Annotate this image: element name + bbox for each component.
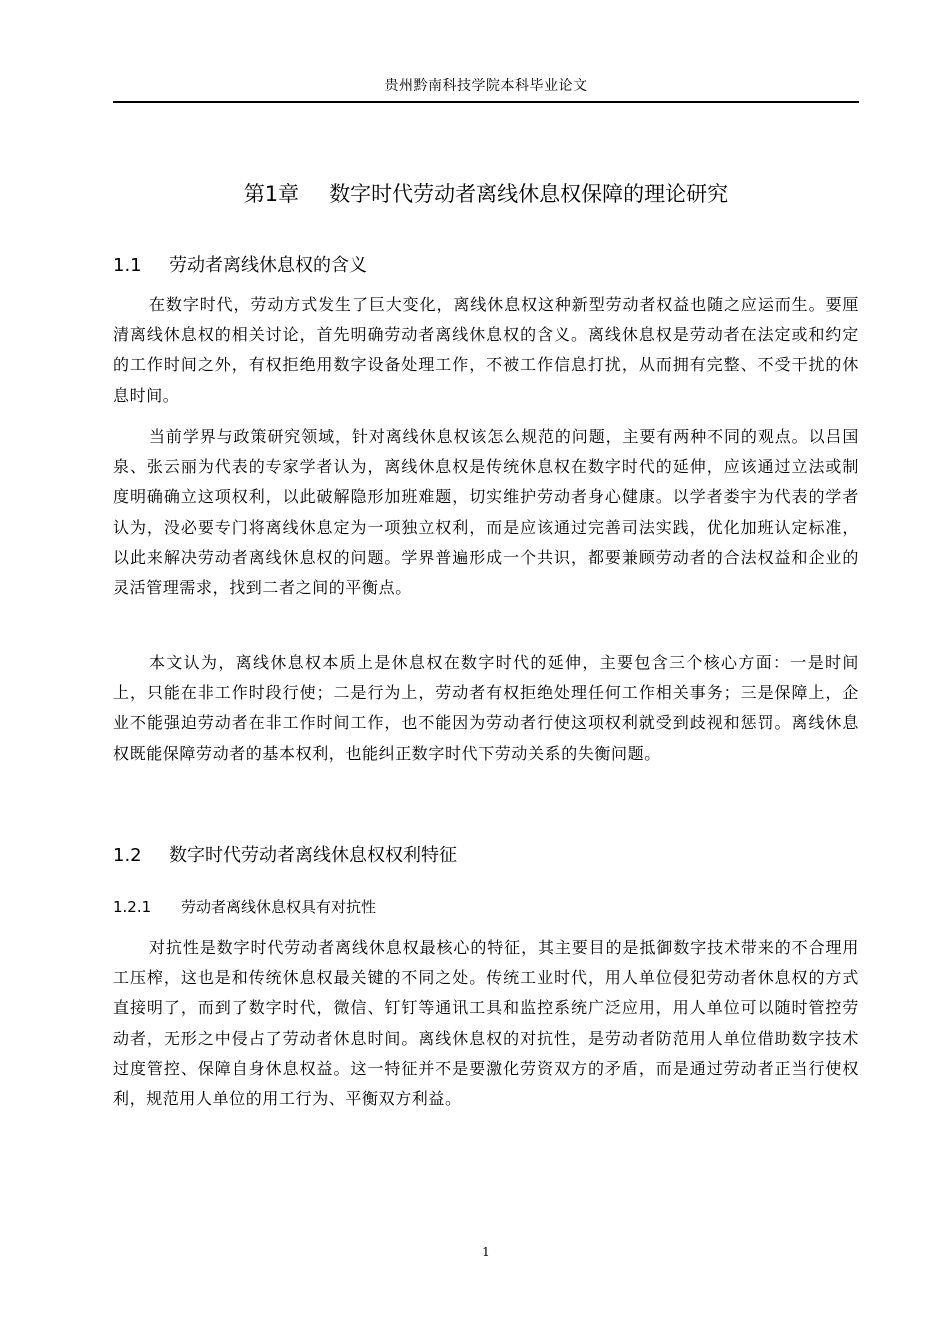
running-header-text: 贵州黔南科技学院本科毕业论文 xyxy=(384,78,588,94)
body-paragraph: 对抗性是数字时代劳动者离线休息权最核心的特征，其主要目的是抵御数字技术带来的不合理用工压榨，这也是和传统休息权最关键的不同之处。传统工业时代，用人单位侵犯劳动者休息权的方式直接明了，而到了数字时代，微信、钉钉等通讯工具和监控系统广泛应用，用人单位可以随时管控劳动者，无形之中侵占了劳动者休息时间。离线休息权的对抗性，是劳动者防范用人单位借助数字技术过度管控、保障自身休息权益。这一特征并不是要激化劳资双方的矛盾，而是通过劳动者正当行使权利，规范用人单位的用工行为、平衡双方利益。 xyxy=(113,938,859,1109)
page-number: 1 xyxy=(482,1245,490,1259)
section-number: 1.1 xyxy=(113,255,142,276)
subsection-title: 劳动者离线休息权具有对抗性 xyxy=(181,898,377,916)
body-paragraph: 当前学界与政策研究领域，针对离线休息权该怎么规范的问题，主要有两种不同的观点。以吕国泉、张云丽为代表的专家学者认为，离线休息权是传统休息权在数字时代的延伸，应该通过立法或制度明确确立这项权利，以此破解隐形加班难题，切实维护劳动者身心健康。以学者娄宇为代表的学者认为，没必要专门将离线休息定为一项独立权利，而是应该通过完善司法实践，优化加班认定标准，以此来解决劳动者离线休息权的问题。学界普遍形成一个共识，都要兼顾劳动者的合法权益和企业的灵活管理需求，找到二者之间的平衡点。 xyxy=(113,427,859,598)
section-heading-1-1 xyxy=(113,251,367,281)
chapter-title-text: 数字时代劳动者离线休息权保障的理论研究 xyxy=(329,182,729,206)
subsection-number: 1.2.1 xyxy=(113,898,152,916)
body-paragraph: 在数字时代，劳动方式发生了巨大变化，离线休息权这种新型劳动者权益也随之应运而生。要厘清离线休息权的相关讨论，首先明确劳动者离线休息权的含义。离线休息权是劳动者在法定或和约定的工作时间之外，有权拒绝用数字设备处理工作，不被工作信息打扰，从而拥有完整、不受干扰的休息时间。 xyxy=(113,295,859,405)
body-paragraph: 本文认为，离线休息权本质上是休息权在数字时代的延伸，主要包含三个核心方面：一是时间上，只能在非工作时段行使；二是行为上，劳动者有权拒绝处理任何工作相关事务；三是保障上，企业不能强迫劳动者在非工作时间工作，也不能因为劳动者行使这项权利就受到歧视和惩罚。离线休息权既能保障劳动者的基本权利，也能纠正数字时代下劳动关系的失衡问题。 xyxy=(113,653,859,763)
section-title: 数字时代劳动者离线休息权权利特征 xyxy=(169,845,457,866)
chapter-number: 第1章 xyxy=(243,182,300,206)
section-title: 劳动者离线休息权的含义 xyxy=(169,255,367,276)
subsection-heading-1-2-1 xyxy=(113,894,376,920)
running-header xyxy=(113,74,859,103)
section-heading-1-2 xyxy=(113,841,457,871)
chapter-title xyxy=(113,177,859,211)
section-number: 1.2 xyxy=(113,845,142,866)
